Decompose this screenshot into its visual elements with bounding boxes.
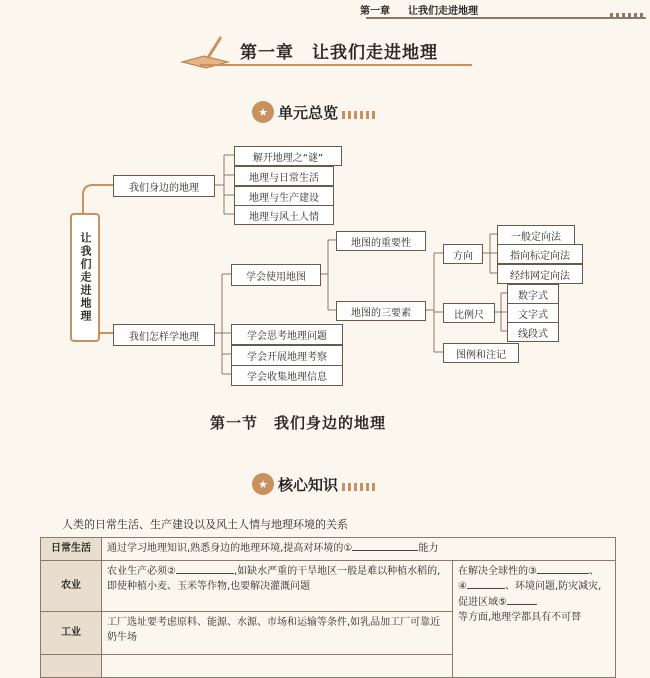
section-title: 第一节 我们身边的地理 (210, 414, 387, 432)
cell-daily-text-a: 通过学习地理知识,熟悉身边的地理环境,提高对环境的① (107, 543, 353, 554)
knowledge-table (40, 537, 616, 678)
node-map-importance: 地图的重要性 (336, 231, 426, 251)
unit-overview-title: 单元总览 (278, 103, 339, 122)
row-head-empty (41, 654, 102, 677)
node-use-maps: 学会使用地图 (231, 264, 321, 286)
star-icon: ★ (252, 101, 274, 123)
cell-daily (102, 538, 616, 561)
node-field-survey: 学会开展地理考察 (231, 345, 343, 366)
node-bar-scale: 线段式 (507, 322, 559, 342)
cell-empty (102, 654, 453, 677)
blank-2 (176, 573, 234, 574)
cell-agri-text-a: 农业生产必须② (107, 565, 176, 577)
node-collect-info: 学会收集地理信息 (231, 365, 343, 386)
node-north-arrow: 指向标定向法 (497, 244, 583, 264)
table-row (41, 538, 616, 561)
table-intro: 人类的日常生活、生产建设以及风土人情与地理环境的关系 (62, 518, 348, 531)
running-header-chapter: 第一章 (360, 5, 390, 17)
running-header-title: 让我们走进地理 (408, 5, 478, 17)
blank-3 (537, 573, 589, 574)
cell-daily-text-b: 能力 (418, 543, 439, 554)
node-scale: 比例尺 (443, 303, 495, 323)
node-three-elements: 地图的三要素 (336, 301, 426, 321)
node-direction: 方向 (443, 244, 483, 264)
branch-around-us: 我们身边的地理 (113, 175, 215, 197)
core-knowledge-heading (252, 472, 378, 496)
star-icon: ★ (252, 473, 274, 495)
row-head-daily: 日常生活 (41, 538, 102, 561)
side-line2a: ④ (458, 581, 467, 592)
dots-decoration (342, 483, 378, 491)
cell-agri-text-b: ,如缺水严重的干旱地区一般是难以种植水稻的,即使种植小麦、玉米等作物,也要解决灌溉问题 (107, 565, 441, 592)
branch-how-to-learn: 我们怎样学地理 (113, 324, 215, 346)
node-daily-life: 地理与日常生活 (234, 166, 334, 186)
cell-agriculture (102, 560, 453, 611)
blank-1 (352, 550, 418, 551)
node-geography-mystery: 解开地理之“谜” (234, 146, 342, 166)
core-knowledge-title: 核心知识 (278, 475, 339, 494)
side-line1a: 在解决全球性的③ (458, 565, 537, 577)
node-verbal-scale: 文字式 (507, 303, 559, 323)
table-row (41, 560, 616, 611)
node-customs: 地理与风土人情 (234, 205, 334, 225)
side-line2b: 、环境问题,防灾减灾,促进区域⑤ (458, 581, 602, 608)
node-think-problems: 学会思考地理问题 (231, 324, 343, 345)
mindmap-root: 让我们走进地理 (70, 213, 100, 342)
blank-5 (507, 604, 537, 605)
node-general-orientation: 一般定向法 (497, 225, 575, 245)
node-graticule: 经纬网定向法 (497, 264, 583, 284)
node-legend-labels: 图例和注记 (443, 343, 519, 363)
cell-industry: 工厂选址要考虑原料、能源、水源、市场和运输等条件,如乳品加工厂可靠近奶牛场 (102, 611, 453, 654)
chapter-title: 第一章 让我们走进地理 (240, 43, 438, 63)
row-head-industry: 工业 (41, 611, 102, 654)
blank-4 (467, 588, 505, 589)
row-head-agriculture: 农业 (41, 560, 102, 611)
side-line1b: 、 (588, 565, 599, 577)
node-production: 地理与生产建设 (234, 186, 334, 206)
side-line3: 等方面,地理学都具有不可替 (458, 612, 582, 623)
node-numeric-scale: 数字式 (507, 284, 559, 304)
cell-global-role (453, 560, 616, 677)
